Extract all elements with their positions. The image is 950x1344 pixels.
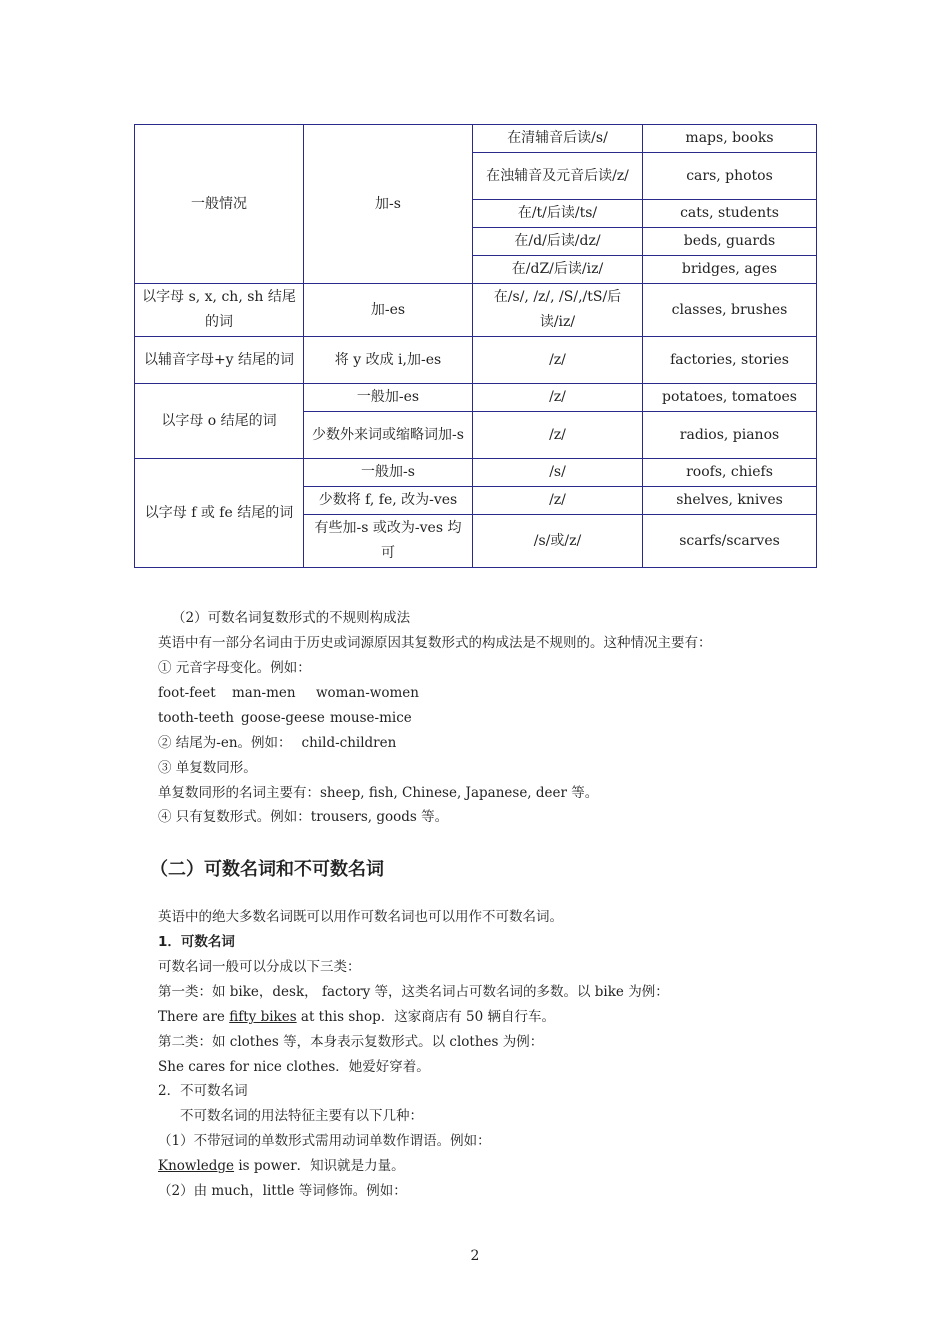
table-cell: /z/ (473, 384, 643, 412)
page-number: 2 (470, 1248, 480, 1264)
type-1: 第一类：如 bike，desk， factory 等，这类名词占可数名词的多数。以 bike 为例： (158, 984, 669, 1000)
section-title: （二）可数名词和不可数名词 (150, 859, 384, 880)
example-item: woman-women (316, 685, 419, 701)
table-cell: shelves, knives (643, 487, 817, 515)
countable-intro: 可数名词一般可以分成以下三类： (158, 959, 361, 975)
rule-4: ④ 只有复数形式。例如：trousers, goods 等。 (158, 809, 449, 825)
example-row-1 (158, 684, 419, 702)
table-cell: bridges, ages (643, 256, 817, 284)
table-cell: 一般加-es (304, 384, 473, 412)
table-cell: 少数将 f, fe, 改为-ves (304, 487, 473, 515)
underlined-phrase: fifty bikes (229, 1009, 297, 1025)
example-item: foot-feet (158, 685, 216, 701)
rule-2 (158, 734, 396, 752)
table-cell: /s/或/z/ (473, 515, 643, 568)
table-cell: 在/s/, /z/, /S/,/tS/后读/iz/ (473, 284, 643, 337)
table-cell: factories, stories (643, 337, 817, 384)
underlined-word: Knowledge (158, 1158, 235, 1174)
uncountable-heading: 2．不可数名词 (158, 1083, 248, 1099)
type-2-example: She cares for nice clothes．她爱好穿着。 (158, 1059, 430, 1075)
table-cell: classes, brushes (643, 284, 817, 337)
example-item: mouse-mice (330, 710, 412, 726)
example-text: is power．知识就是力量。 (234, 1158, 405, 1174)
example-item: goose-geese (241, 710, 325, 726)
table-cell: 加-s (304, 125, 473, 284)
table-cell: 一般情况 (135, 125, 304, 284)
table-cell: /z/ (473, 337, 643, 384)
table-cell: 以字母 s, x, ch, sh 结尾的词 (135, 284, 304, 337)
example-text: There are (158, 1009, 230, 1025)
example-text: at this shop．这家商店有 50 辆自行车。 (296, 1009, 555, 1025)
type-1-example (158, 1008, 555, 1026)
table-cell: /z/ (473, 412, 643, 459)
rule-3-description: 单复数同形的名词主要有：sheep, fish, Chinese, Japanese, deer 等。 (158, 785, 599, 801)
table-cell: /s/ (473, 459, 643, 487)
example-item: man-men (232, 685, 296, 701)
table-cell: 在浊辅音及元音后读/z/ (473, 153, 643, 200)
uncountable-rule-2: （2）由 much，little 等词修饰。例如： (158, 1183, 407, 1199)
table-cell: scarfs/scarves (643, 515, 817, 568)
table-cell: cats, students (643, 200, 817, 228)
section-intro: 英语中的绝大多数名词既可以用作可数名词也可以用作不可数名词。 (158, 909, 563, 925)
example-item: tooth-teeth (158, 710, 234, 726)
table-cell: 加-es (304, 284, 473, 337)
plural-rules-table (134, 124, 817, 568)
table-cell: maps, books (643, 125, 817, 153)
rule-2-text: ② 结尾为-en。例如： (158, 735, 292, 751)
table-cell: 以字母 f 或 fe 结尾的词 (135, 459, 304, 568)
uncountable-rule-1-example (158, 1157, 405, 1175)
table-cell: roofs, chiefs (643, 459, 817, 487)
rule-3: ③ 单复数同形。 (158, 760, 257, 776)
table-cell: 在/dZ/后读/iz/ (473, 256, 643, 284)
table-cell: 将 y 改成 i,加-es (304, 337, 473, 384)
table-cell: 以辅音字母+y 结尾的词 (135, 337, 304, 384)
countable-heading: 1．可数名词 (158, 934, 235, 950)
table-cell: 有些加-s 或改为-ves 均可 (304, 515, 473, 568)
table-cell: 在清辅音后读/s/ (473, 125, 643, 153)
example-row-2 (158, 709, 412, 727)
rule-2-example: child-children (301, 735, 397, 751)
uncountable-rule-1: （1）不带冠词的单数形式需用动词单数作谓语。例如： (158, 1133, 491, 1149)
irregular-heading: （2）可数名词复数形式的不规则构成法 (172, 610, 411, 626)
table-cell: potatoes, tomatoes (643, 384, 817, 412)
uncountable-intro: 不可数名词的用法特征主要有以下几种： (180, 1108, 423, 1124)
type-2: 第二类：如 clothes 等，本身表示复数形式。以 clothes 为例： (158, 1034, 544, 1050)
table-cell: beds, guards (643, 228, 817, 256)
table-cell: 在/d/后读/dz/ (473, 228, 643, 256)
rule-1: ① 元音字母变化。例如： (158, 660, 311, 676)
table-cell: 在/t/后读/ts/ (473, 200, 643, 228)
table-cell: 少数外来词或缩略词加-s (304, 412, 473, 459)
table-cell: 一般加-s (304, 459, 473, 487)
table-cell: /z/ (473, 487, 643, 515)
table-cell: cars, photos (643, 153, 817, 200)
table-cell: 以字母 o 结尾的词 (135, 384, 304, 459)
table-cell: radios, pianos (643, 412, 817, 459)
irregular-intro: 英语中有一部分名词由于历史或词源原因其复数形式的构成法是不规则的。这种情况主要有： (158, 635, 712, 651)
